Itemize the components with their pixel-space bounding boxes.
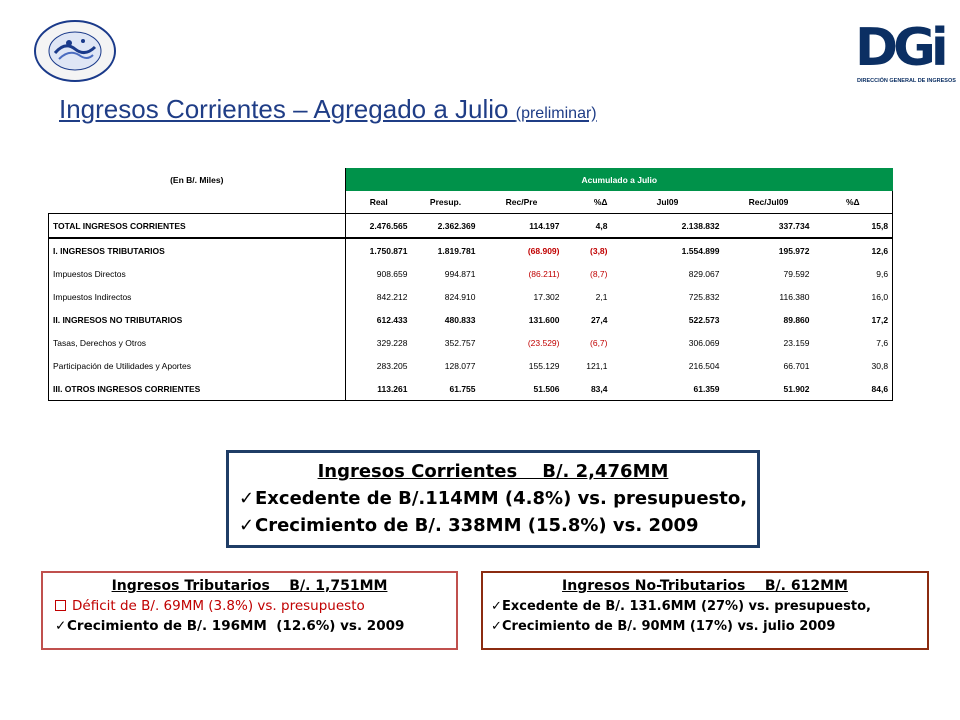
summary-tributarios-box <box>41 571 458 650</box>
summary-main-line <box>239 488 757 509</box>
cell-value: 7,6 <box>814 331 893 354</box>
dgi-logo <box>855 18 956 88</box>
column-header: Jul09 <box>656 197 679 207</box>
summary-main-line-text: Excedente de B/.114MM (4.8%) vs. presupuesto, <box>255 488 748 509</box>
cell-value: 842.212 <box>346 285 412 308</box>
summary-tributarios-line <box>55 618 456 634</box>
cell-value: 51.902 <box>724 377 814 401</box>
cell-value: 114.197 <box>480 214 564 239</box>
ministry-seal-logo <box>33 19 117 83</box>
cell-value: 30,8 <box>814 354 893 377</box>
cell-value: 1.554.899 <box>681 245 720 256</box>
cell-value: 113.261 <box>346 377 412 401</box>
cell-value: (68.909) <box>527 245 560 256</box>
cell-value: 83,4 <box>564 377 612 401</box>
cell-value: 131.600 <box>528 314 560 325</box>
cell-value: 17.302 <box>533 291 560 302</box>
cell-value: 79.592 <box>783 268 810 279</box>
table-row <box>49 377 893 401</box>
cell-value: 66.701 <box>783 360 810 371</box>
column-header: %Δ <box>814 191 893 214</box>
cell-value: 306.069 <box>688 337 720 348</box>
summary-tributarios-line <box>55 598 456 614</box>
cell-value: 121,1 <box>586 360 608 371</box>
cell-value: 61.755 <box>412 377 480 401</box>
cell-value: 16,0 <box>814 285 893 308</box>
cell-value: 15,8 <box>814 214 893 239</box>
cell-value: 283.205 <box>346 354 412 377</box>
row-label: Impuestos Directos <box>49 262 346 285</box>
cell-value: 84,6 <box>814 377 893 401</box>
cell-value: (23.529) <box>527 337 560 348</box>
table-row <box>49 214 893 239</box>
table-row <box>49 308 893 331</box>
cell-value: 522.573 <box>688 314 720 325</box>
row-label: Impuestos Indirectos <box>49 285 346 308</box>
cell-value: 1.819.781 <box>437 245 476 256</box>
cell-value: 4,8 <box>564 214 612 239</box>
summary-no-tributarios-line <box>491 599 927 614</box>
cell-value: 2.138.832 <box>612 214 724 239</box>
row-label: I. INGRESOS TRIBUTARIOS <box>49 238 346 262</box>
row-label: TOTAL INGRESOS CORRIENTES <box>49 214 346 239</box>
cell-value: (8,7) <box>590 268 608 279</box>
cell-value: 155.129 <box>528 360 560 371</box>
summary-no-tributarios-box <box>481 571 929 650</box>
dgi-logo-text: DGi <box>855 18 944 78</box>
cell-value: 116.380 <box>779 291 810 302</box>
column-header: Rec/Pre <box>505 197 538 207</box>
page-title-main: Ingresos Corrientes – Agregado a Julio <box>59 94 509 124</box>
cell-value: (6,7) <box>590 337 608 348</box>
summary-tributarios-line-text: Crecimiento de B/. 196MM (12.6%) vs. 2009 <box>67 618 405 634</box>
table-group-header-row <box>49 168 893 191</box>
cell-value: 195.972 <box>778 245 810 256</box>
table-row <box>49 262 893 285</box>
summary-no-tributarios-heading: Ingresos No-Tributarios B/. 612MM <box>562 578 848 594</box>
column-header: Presup. <box>429 197 462 207</box>
summary-main-box <box>226 450 760 548</box>
column-header: %Δ <box>593 197 608 207</box>
summary-main-line-text: Crecimiento de B/. 338MM (15.8%) vs. 2009 <box>255 515 699 536</box>
checkmark-icon: ✓ <box>55 618 67 634</box>
checkmark-icon: ✓ <box>491 619 502 634</box>
cell-value: 61.359 <box>612 377 724 401</box>
cell-value: 829.067 <box>688 268 720 279</box>
table-group-header: Acumulado a Julio <box>346 168 893 191</box>
cell-value: 9,6 <box>814 262 893 285</box>
cell-value: 994.871 <box>444 268 476 279</box>
summary-main-heading: Ingresos Corrientes B/. 2,476MM <box>317 461 669 482</box>
cell-value: 329.228 <box>346 331 412 354</box>
row-label: II. INGRESOS NO TRIBUTARIOS <box>49 308 346 331</box>
summary-tributarios-heading: Ingresos Tributarios B/. 1,751MM <box>111 578 388 594</box>
cell-value: 480.833 <box>444 314 476 325</box>
row-label: Tasas, Derechos y Otros <box>49 331 346 354</box>
cell-value: 2,1 <box>595 291 608 302</box>
summary-no-tributarios-line-text: Crecimiento de B/. 90MM (17%) vs. julio 2009 <box>502 619 836 634</box>
checkmark-icon: ✓ <box>239 488 255 509</box>
summary-no-tributarios-line <box>491 619 927 634</box>
row-label: Participación de Utilidades y Aportes <box>49 354 346 377</box>
cell-value: 908.659 <box>346 262 412 285</box>
cell-value: 23.159 <box>783 337 810 348</box>
summary-tributarios-line-text: Déficit de B/. 69MM (3.8%) vs. presupuesto <box>72 598 365 614</box>
cell-value: 352.757 <box>444 337 476 348</box>
cell-value: 1.750.871 <box>346 238 412 262</box>
cell-value: 2.362.369 <box>412 214 480 239</box>
cell-value: 725.832 <box>688 291 720 302</box>
cell-value: 216.504 <box>688 360 720 371</box>
checkmark-icon: ✓ <box>239 515 255 536</box>
column-header: Rec/Jul09 <box>748 197 789 207</box>
table-unit-label: (En B/. Miles) <box>170 174 224 185</box>
column-header: Real <box>346 191 412 214</box>
revenue-table <box>48 168 893 401</box>
cell-value: 51.506 <box>480 377 564 401</box>
cell-value: 612.433 <box>346 308 412 331</box>
table-column-header-row <box>49 191 893 214</box>
cell-value: (3,8) <box>590 245 608 256</box>
cell-value: 17,2 <box>814 308 893 331</box>
cell-value: (86.211) <box>528 268 560 279</box>
summary-main-line <box>239 515 757 536</box>
page-title <box>59 94 597 125</box>
table-row <box>49 238 893 262</box>
table-row <box>49 354 893 377</box>
row-label: III. OTROS INGRESOS CORRIENTES <box>49 377 346 401</box>
checkmark-icon: ✓ <box>491 599 502 614</box>
dgi-logo-subtitle: DIRECCIÓN GENERAL DE INGRESOS <box>857 78 956 84</box>
cell-value: 89.860 <box>783 314 810 325</box>
summary-no-tributarios-line-text: Excedente de B/. 131.6MM (27%) vs. presupuesto, <box>502 599 871 614</box>
table-row <box>49 285 893 308</box>
checkbox-square-icon <box>55 600 66 611</box>
page-title-sub: (preliminar) <box>515 105 597 122</box>
cell-value: 12,6 <box>814 238 893 262</box>
cell-value: 2.476.565 <box>346 214 412 239</box>
cell-value: 27,4 <box>590 314 608 325</box>
cell-value: 337.734 <box>724 214 814 239</box>
cell-value: 128.077 <box>444 360 476 371</box>
table-row <box>49 331 893 354</box>
cell-value: 824.910 <box>444 291 476 302</box>
